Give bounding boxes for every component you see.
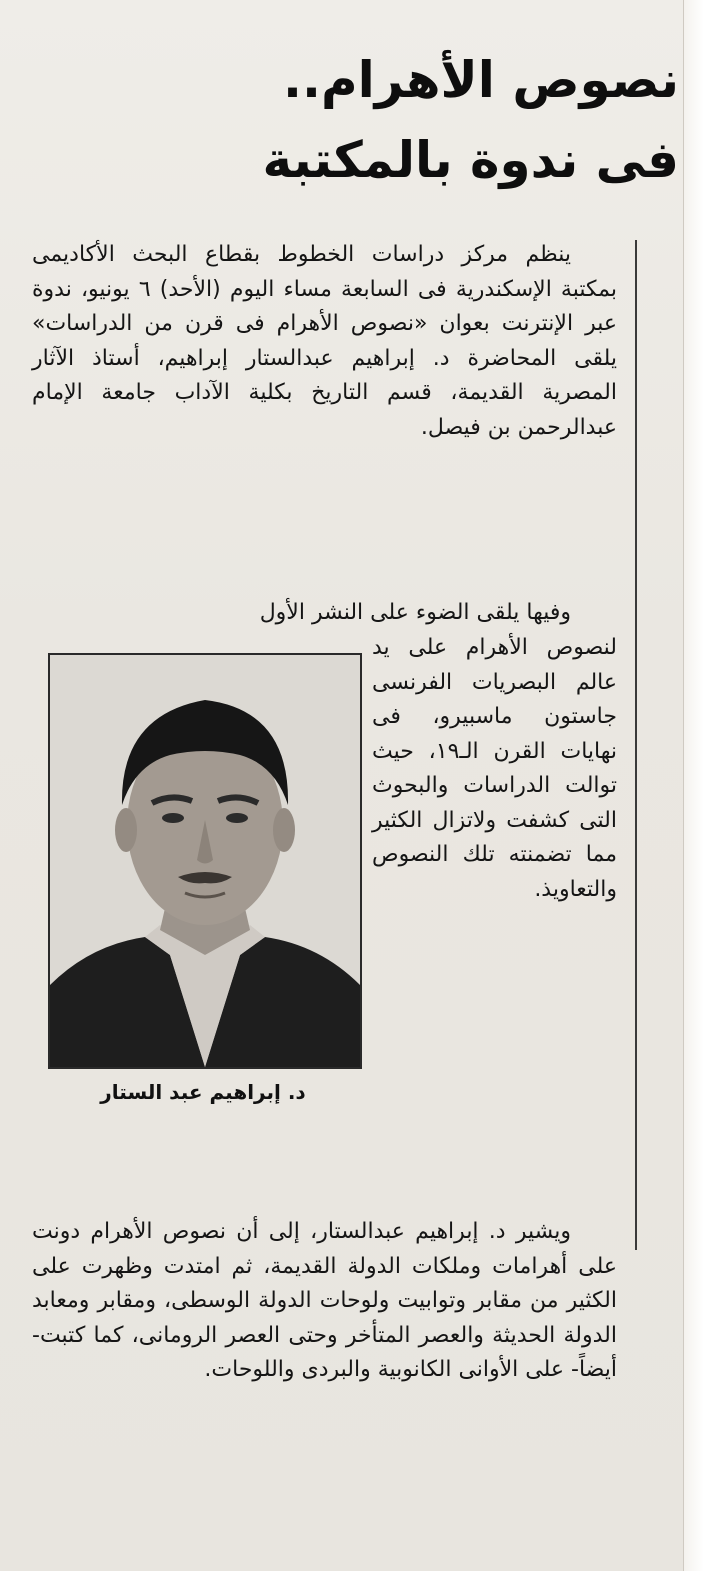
column-rule: [635, 240, 637, 1250]
portrait-image: [50, 655, 360, 1067]
paragraph-1: [32, 238, 617, 445]
paragraph-2-column: [372, 631, 617, 907]
paragraph-3: [32, 1215, 617, 1388]
paper-edge: [683, 0, 703, 1571]
paragraph-2-column-text: لنصوص الأهرام على يد عالم البصريات الفرنسى جاستون ماسبيرو، فى نهايات القرن الـ١٩، حيث توالت الدراسات والبحوث التى كشفت ولاتزال الكثير مما تضمنته تلك النصوص والتعاويذ.: [372, 635, 617, 902]
paragraph-2-lead: [32, 596, 617, 631]
paragraph-2-lead-text: وفيها يلقى الضوء على النشر الأول: [259, 600, 571, 625]
photo-caption: د. إبراهيم عبد الستار: [100, 1080, 306, 1104]
headline: [79, 40, 679, 200]
portrait-photo: [48, 653, 362, 1069]
headline-line-1: نصوص الأهرام..: [283, 51, 679, 109]
headline-line-2: فى ندوة بالمكتبة: [262, 131, 679, 189]
paragraph-3-text: ويشير د. إبراهيم عبدالستار، إلى أن نصوص الأهرام دونت على أهرامات وملكات الدولة القديمة، ثم امتدت وظهرت على الكثير من مقابر وتوابيت ولوحات الدولة الوسطى، ومقابر ومعابد الدولة الحديثة والعصر المتأخر وحتى العصر الرومانى، كما كتبت- أيضاً- على الأوانى الكانوبية والبردى واللوحات.: [32, 1219, 617, 1382]
paragraph-1-text: ينظم مركز دراسات الخطوط بقطاع البحث الأكاديمى بمكتبة الإسكندرية فى السابعة مساء اليوم (الأحد) ٦ يونيو، ندوة عبر الإنترنت بعوان «نصوص الأهرام فى قرن من الدراسات» يلقى المحاضرة د. إبراهيم عبدالستار إبراهيم، أستاذ الآثار المصرية القديمة، قسم التاريخ بكلية الآداب جامعة الإمام عبدالرحمن بن فيصل.: [32, 242, 617, 440]
